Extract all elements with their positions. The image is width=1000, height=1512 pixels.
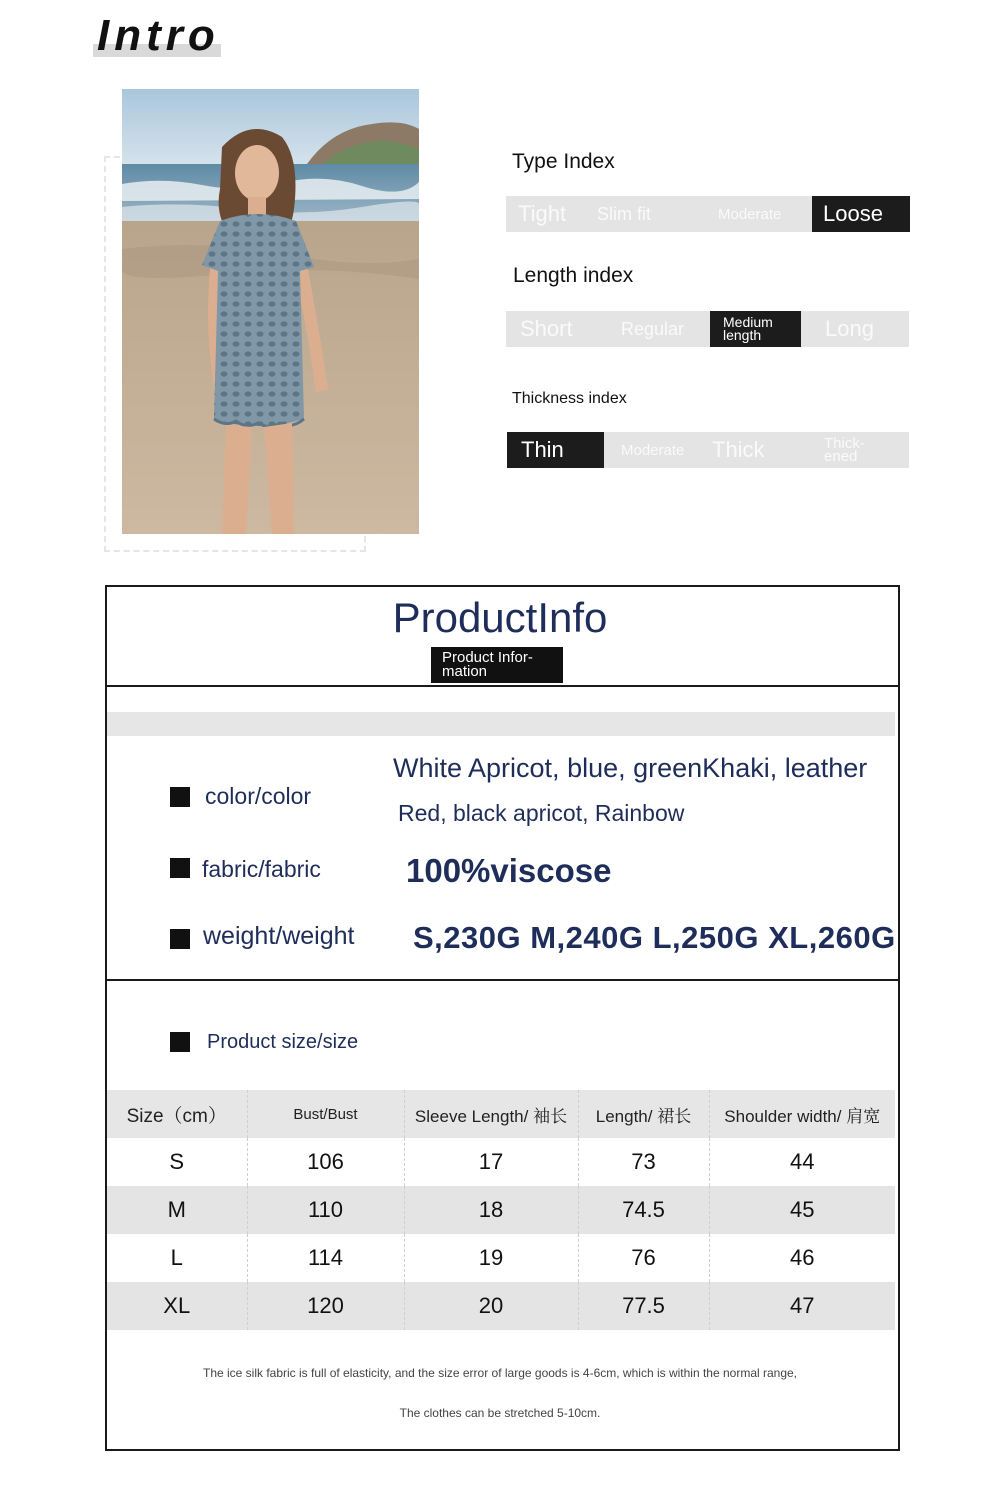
cell-shoulder: 44 xyxy=(709,1138,895,1186)
table-row xyxy=(107,1282,895,1330)
cell-bust: 110 xyxy=(247,1186,404,1234)
product-size-label: Product size/size xyxy=(207,1031,359,1053)
cell-size: L xyxy=(170,1245,183,1270)
weight-label: weight/weight xyxy=(203,922,355,950)
color-value-line1: White Apricot, blue, greenKhaki, leather xyxy=(393,753,868,783)
cell-length: 73 xyxy=(578,1138,709,1186)
thickness-index-bar xyxy=(507,432,909,468)
divider-top xyxy=(105,685,898,687)
cell-bust: 120 xyxy=(247,1282,404,1330)
cell-shoulder: 45 xyxy=(709,1186,895,1234)
length-index-option-medium-length-selected: Medium length xyxy=(710,311,801,347)
cell-length: 76 xyxy=(578,1234,709,1282)
cell-length: 74.5 xyxy=(578,1186,709,1234)
product-photo xyxy=(122,89,419,534)
type-index-title: Type Index xyxy=(512,150,615,173)
color-label: color/color xyxy=(205,783,312,809)
product-info-subtitle: Product Infor-mation xyxy=(431,647,563,683)
type-index-option-slim-fit: Slim fit xyxy=(597,203,651,224)
size-table-header-row xyxy=(107,1090,895,1138)
type-index-option-tight: Tight xyxy=(518,201,567,226)
length-index-title: Length index xyxy=(513,264,634,287)
cell-shoulder: 47 xyxy=(709,1282,895,1330)
bullet-square-icon xyxy=(170,858,190,878)
type-index-option-moderate: Moderate xyxy=(718,205,782,223)
type-index-option-loose-selected: Loose xyxy=(812,196,910,232)
cell-sleeve: 18 xyxy=(404,1186,578,1234)
weight-value: S,230G M,240G L,250G XL,260G xyxy=(413,920,896,955)
cell-bust: 106 xyxy=(247,1138,404,1186)
cell-sleeve: 19 xyxy=(404,1234,578,1282)
fabric-value: 100%viscose xyxy=(406,852,612,889)
thickness-index-option-moderate: Moderate xyxy=(621,441,685,459)
note-line-2: The clothes can be stretched 5-10cm. xyxy=(399,1406,601,1420)
cell-bust: 114 xyxy=(247,1234,404,1282)
bullet-square-icon xyxy=(170,1032,190,1052)
thickness-index-title: Thickness index xyxy=(512,390,627,407)
note-line-1: The ice silk fabric is full of elasticity, and the size error of large goods is 4-6cm, which is within the normal range, xyxy=(202,1366,798,1380)
cell-sleeve: 17 xyxy=(404,1138,578,1186)
type-index-bar xyxy=(506,196,910,232)
thickness-index-option-thickened: Thick-ened xyxy=(824,435,865,465)
fabric-label: fabric/fabric xyxy=(202,856,321,882)
intro-title: Intro xyxy=(97,11,220,60)
thickness-index-option-thin-selected: Thin xyxy=(507,432,604,468)
cell-size: XL xyxy=(107,1282,247,1330)
header-bust: Bust/Bust xyxy=(247,1090,404,1138)
divider-middle xyxy=(105,979,898,981)
header-size: Size（cm） xyxy=(107,1090,247,1138)
cell-length: 77.5 xyxy=(578,1282,709,1330)
table-row xyxy=(107,1138,895,1186)
header-shoulder-width: Shoulder width/ 肩宽 xyxy=(709,1090,895,1138)
cell-size: S xyxy=(169,1149,185,1174)
cell-shoulder: 46 xyxy=(709,1234,895,1282)
gray-band xyxy=(107,712,895,736)
length-index-option-short: Short xyxy=(520,316,573,341)
table-row xyxy=(107,1234,895,1282)
length-index-option-long: Long xyxy=(825,316,874,341)
header-sleeve-length: Sleeve Length/ 袖长 xyxy=(404,1090,578,1138)
table-row xyxy=(107,1186,895,1234)
cell-sleeve: 20 xyxy=(404,1282,578,1330)
cell-size: M xyxy=(107,1186,247,1234)
bullet-square-icon xyxy=(170,929,190,949)
color-value-line2: Red, black apricot, Rainbow xyxy=(398,800,685,826)
product-info-title: ProductInfo xyxy=(392,594,608,641)
bullet-square-icon xyxy=(170,787,190,807)
thickness-index-option-thick: Thick xyxy=(712,437,765,462)
header-length: Length/ 裙长 xyxy=(578,1090,709,1138)
length-index-bar xyxy=(506,311,909,347)
size-table xyxy=(107,1090,895,1330)
length-index-option-regular: Regular xyxy=(621,318,685,339)
